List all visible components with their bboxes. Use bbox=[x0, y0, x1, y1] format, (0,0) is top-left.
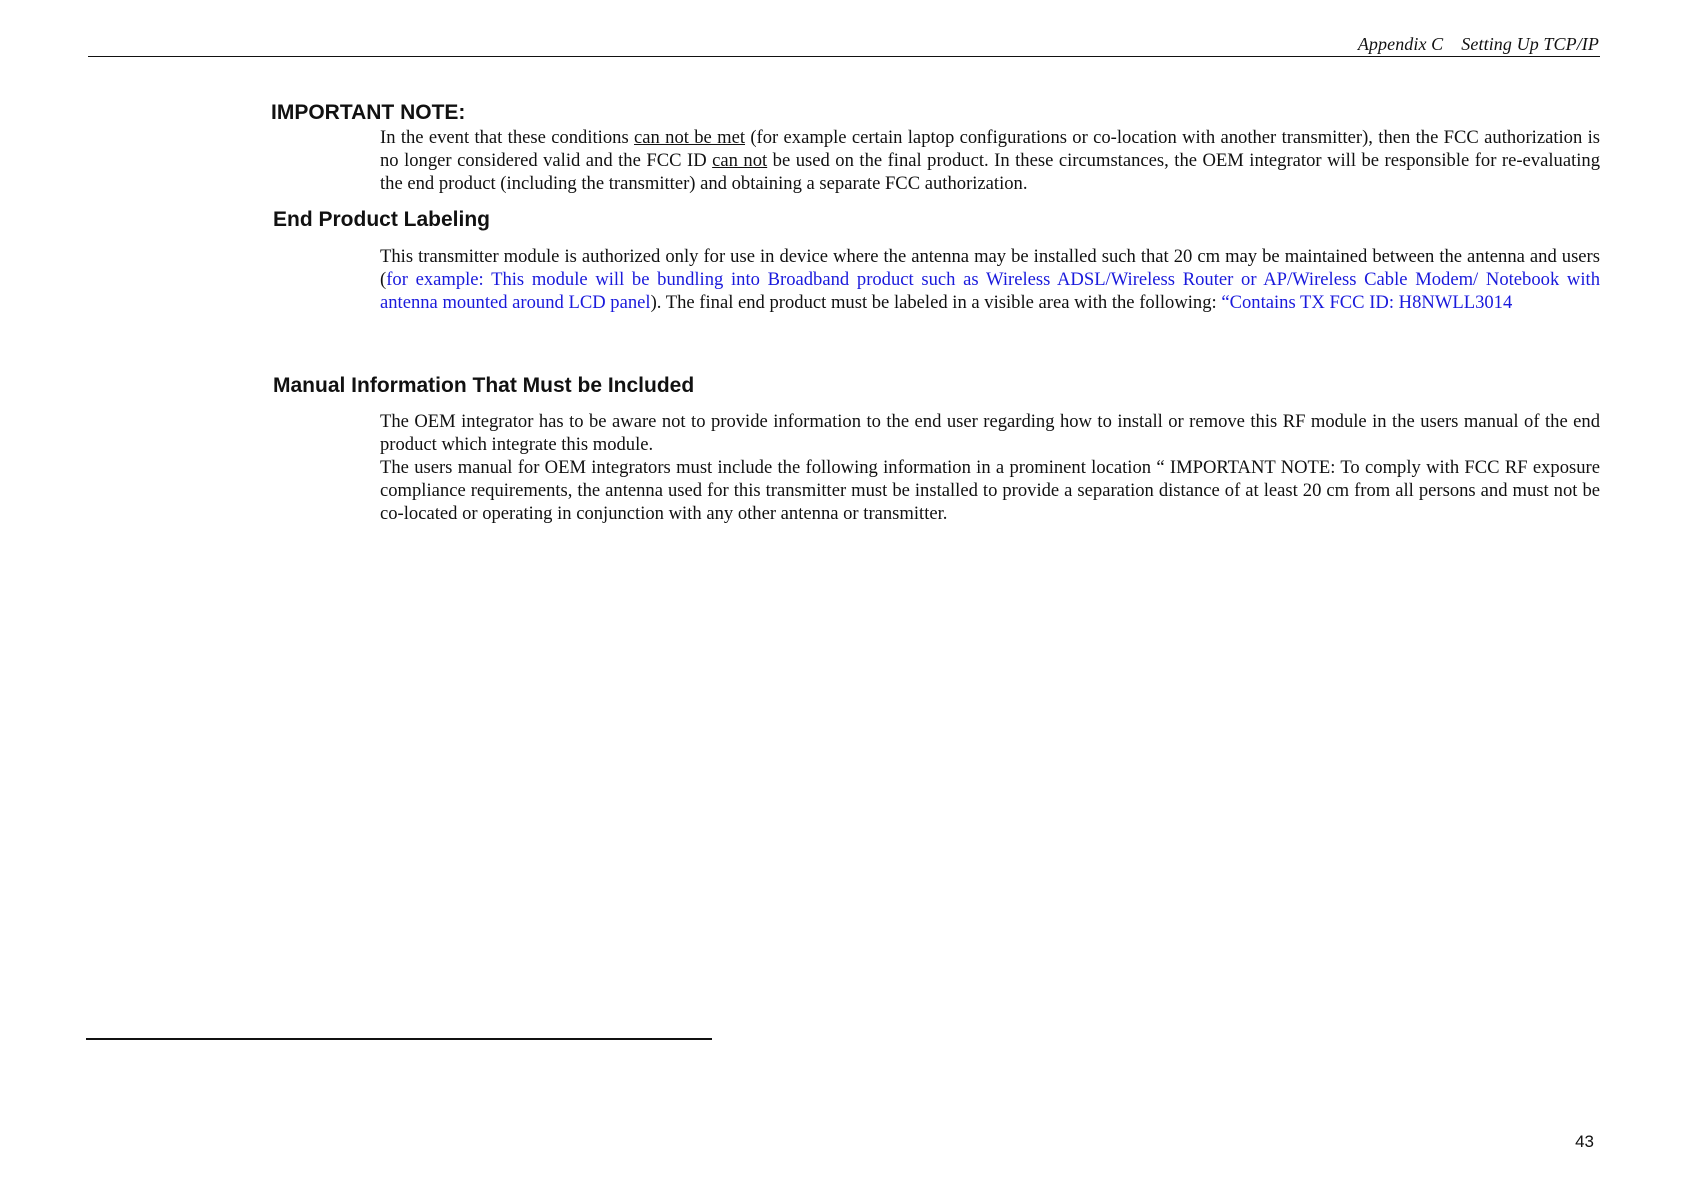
end-product-labeling-heading: End Product Labeling bbox=[273, 208, 491, 231]
important-note-heading: IMPORTANT NOTE: bbox=[271, 101, 466, 124]
page-number: 43 bbox=[1575, 1132, 1594, 1151]
manual-information-paragraph-1: The OEM integrator has to be aware not to provide information to the end user regarding how to install or remove this RF module in the users manual of the end product which integrate this module. bbox=[380, 411, 1600, 455]
header-rule bbox=[88, 56, 1600, 57]
header-appendix: Appendix C bbox=[1357, 34, 1444, 54]
underlined-can-not-be-met: can not be met bbox=[634, 127, 746, 148]
header-title: Setting Up TCP/IP bbox=[1461, 34, 1599, 54]
end-product-labeling-paragraph: This transmitter module is authorized only for use in device where the antenna may be installed such that 20 cm may be maintained between the antenna and users (for example: This module will be bundling into Broadband product such as Wireless ADSL/Wireless Router or AP/Wireless Cable Modem/ Notebook with antenna mounted around LCD panel). The final end product must be labeled in a visible area with the following: “Contains TX FCC ID: H8NWLL3014 bbox=[380, 246, 1600, 313]
footer-rule bbox=[86, 1038, 712, 1040]
manual-information-paragraph-2: The users manual for OEM integrators must include the following information in a prominent location “ IMPORTANT NOTE: To comply with FCC RF exposure compliance requirements, the antenna used for this transmitter must be installed to provide a separation distance of at least 20 cm from all persons and must not be co-located or operating in conjunction with any other antenna or transmitter. bbox=[380, 457, 1600, 524]
important-note-paragraph: In the event that these conditions can not be met (for example certain laptop configurations or co-location with another transmitter), then the FCC authorization is no longer considered valid and the FCC ID can not be used on the final product. In these circumstances, the OEM integrator will be responsible for re-evaluating the end product (including the transmitter) and obtaining a separate FCC authorization. bbox=[380, 127, 1600, 194]
bundling-example-text: for example: This module will be bundling into Broadband product such as Wireless ADSL/Wireless Router or AP/Wireless Cable Modem/ Notebook with antenna mounted around LCD panel bbox=[380, 269, 1600, 313]
fcc-id-label-text: “Contains TX FCC ID: H8NWLL3014 bbox=[1221, 292, 1513, 313]
manual-information-heading: Manual Information That Must be Included bbox=[273, 374, 695, 397]
underlined-can-not: can not bbox=[712, 150, 768, 171]
running-header bbox=[1358, 34, 1599, 55]
